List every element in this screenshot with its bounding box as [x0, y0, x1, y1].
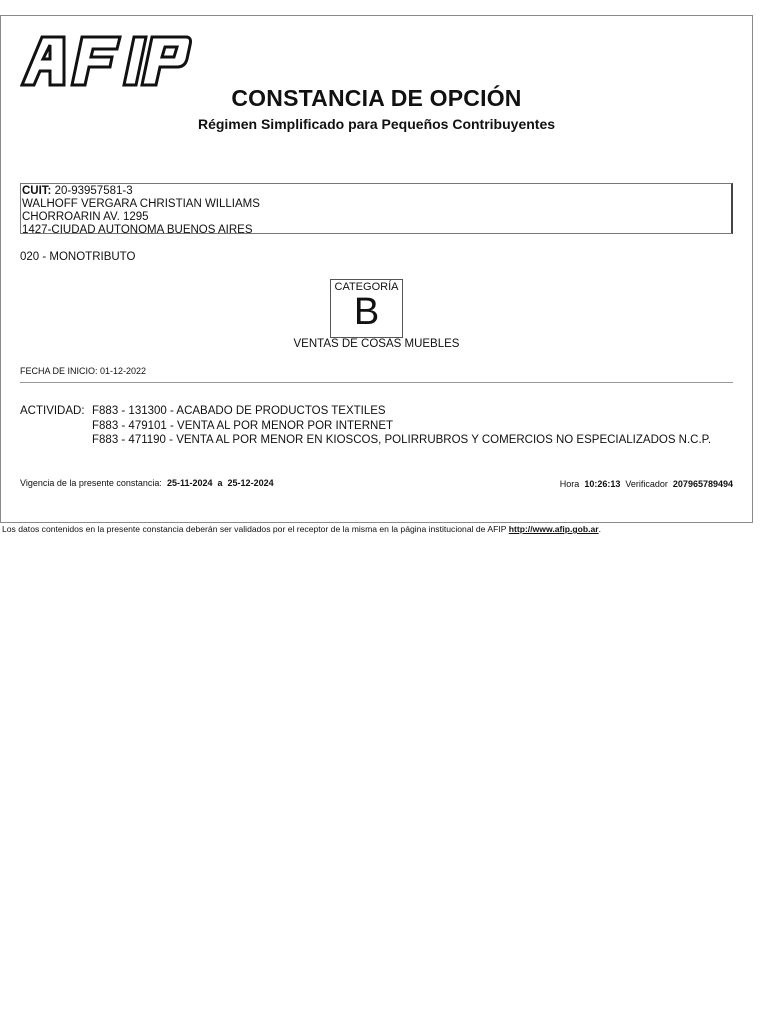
afip-link[interactable]: http://www.afip.gob.ar: [508, 524, 599, 534]
category-box: [330, 279, 403, 338]
activity-item: F883 - 471190 - VENTA AL POR MENOR EN KIOSCOS, POLIRRUBROS Y COMERCIOS NO ESPECIALIZADOS N.C.P.: [92, 434, 712, 446]
activity-description: ACABADO DE PRODUCTOS TEXTILES: [176, 405, 386, 417]
document-subtitle: Régimen Simplificado para Pequeños Contribuyentes: [197, 116, 556, 132]
taxpayer-box: [20, 183, 733, 234]
cuit-line: [22, 185, 731, 198]
cuit-label: CUIT:: [22, 185, 52, 197]
hora-label: Hora: [559, 479, 580, 489]
footer-note: Los datos contenidos en la presente constancia deberán ser validados por el receptor de la misma en la página institucional de AFIP http://www.afip.gob.ar.: [2, 524, 602, 534]
validity-to: 25-12-2024: [227, 478, 274, 488]
activity-description: VENTA AL POR MENOR POR INTERNET: [177, 420, 394, 432]
verificador-label: Verificador: [625, 479, 668, 489]
taxpayer-name: WALHOFF VERGARA CHRISTIAN WILLIAMS: [22, 198, 260, 210]
activity-code: F883 - 479101: [92, 420, 167, 432]
hora-value: 10:26:13: [584, 479, 621, 489]
verificador-value: 207965789494: [672, 479, 733, 489]
activity-code: F883 - 131300: [92, 405, 167, 417]
activity-code: F883 - 471190: [92, 434, 166, 446]
activity-item: F883 - 131300 - ACABADO DE PRODUCTOS TEXTILES: [92, 405, 386, 417]
footer-text: Los datos contenidos en la presente constancia deberán ser validados por el receptor de la misma en la página institucional de AFIP: [2, 524, 507, 534]
category-letter: B: [353, 291, 380, 333]
verification-line: [560, 479, 733, 489]
taxpayer-city: 1427-CIUDAD AUTONOMA BUENOS AIRES: [22, 224, 253, 236]
validity-line: [20, 478, 274, 488]
activity-label: ACTIVIDAD:: [20, 405, 85, 417]
category-label: CATEGORÍA: [334, 281, 399, 293]
section-divider: [20, 382, 733, 383]
cuit-value: 20-93957581-3: [54, 185, 133, 197]
taxpayer-address: CHORROARIN AV. 1295: [22, 211, 149, 223]
document-title: CONSTANCIA DE OPCIÓN: [231, 85, 522, 111]
validity-label: Vigencia de la presente constancia:: [20, 478, 162, 488]
category-description: VENTAS DE COSAS MUEBLES: [293, 338, 460, 350]
validity-connector: a: [217, 478, 223, 488]
validity-from: 25-11-2024: [166, 478, 213, 488]
activity-item: F883 - 479101 - VENTA AL POR MENOR POR INTERNET: [92, 420, 394, 432]
activity-description: VENTA AL POR MENOR EN KIOSCOS, POLIRRUBROS Y COMERCIOS NO ESPECIALIZADOS N.C.P.: [176, 434, 712, 446]
start-date: FECHA DE INICIO: 01-12-2022: [20, 366, 147, 376]
regime-text: 020 - MONOTRIBUTO: [20, 251, 136, 263]
afip-logo: [20, 31, 192, 89]
